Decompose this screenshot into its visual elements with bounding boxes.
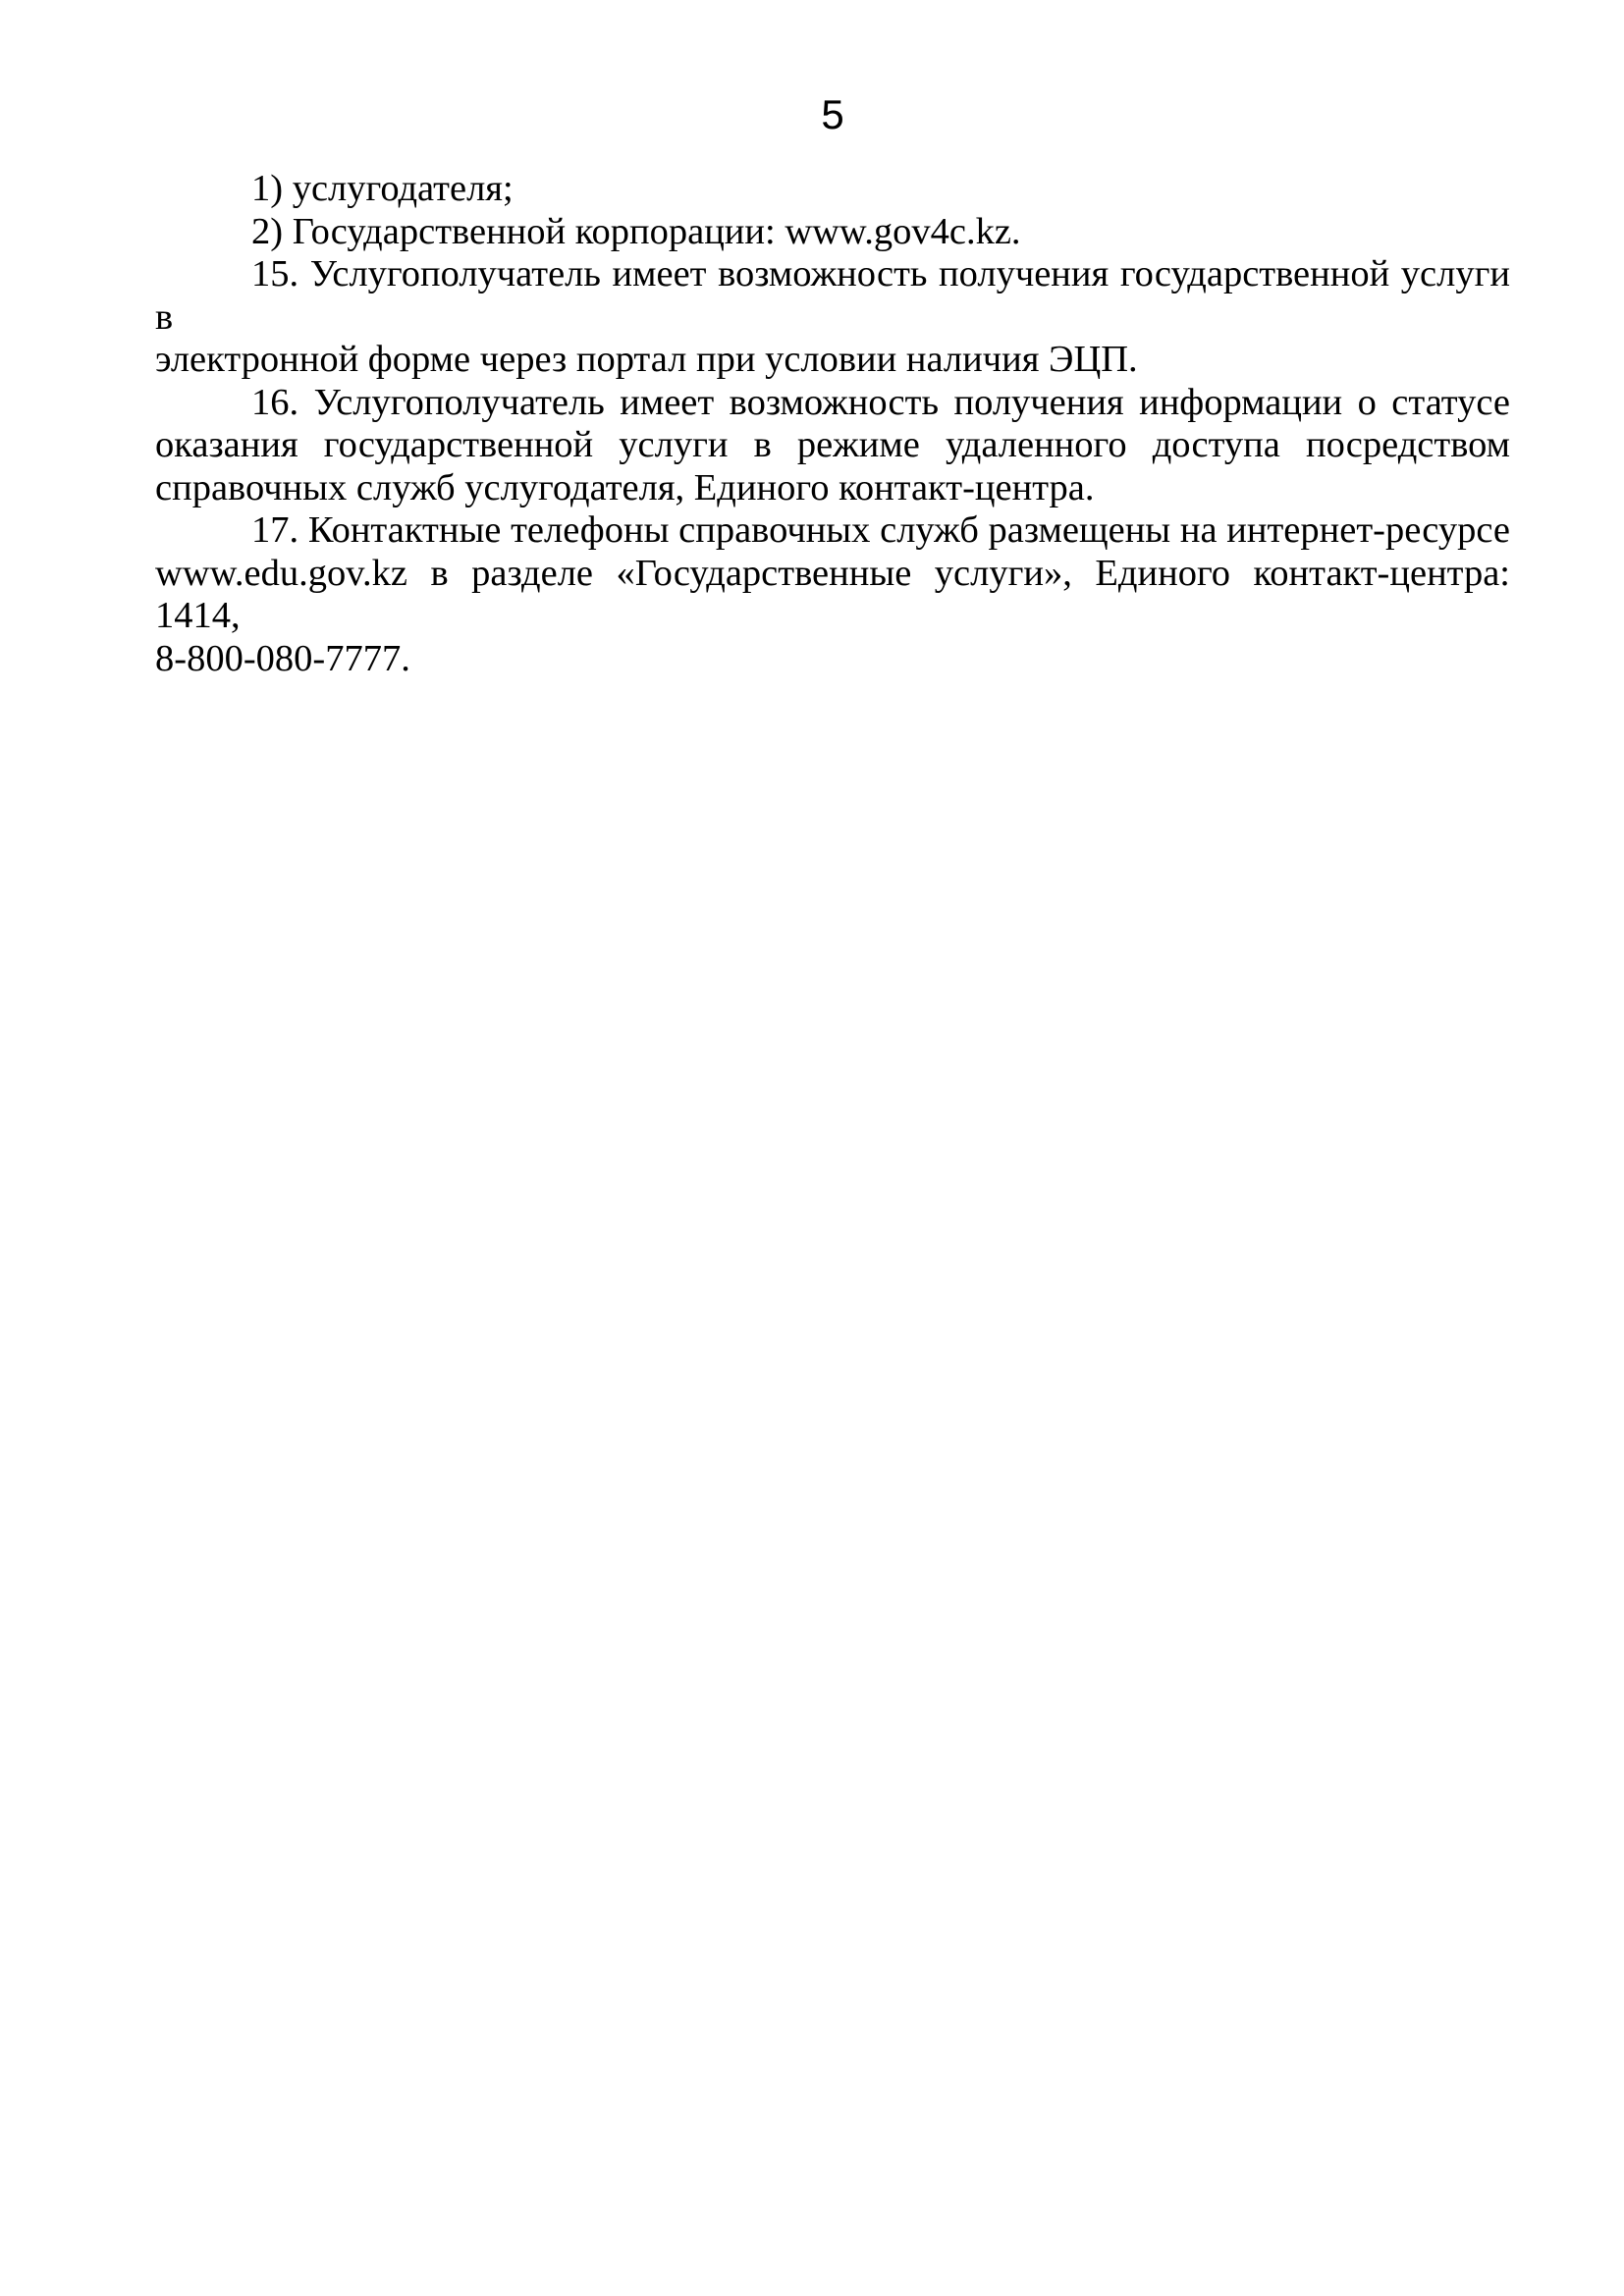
paragraph-17-line-1: 17. Контактные телефоны справочных служб размещены на интернет-ресурсе [251, 509, 1510, 551]
paragraph-16-line-1: 16. Услугополучатель имеет возможность получения информации о статусе [251, 381, 1510, 423]
document-body [155, 168, 1510, 680]
paragraph-15-line-2: электронной форме через портал при условии наличия ЭЦП. [155, 339, 1138, 380]
paragraph-15-line-1: 15. Услугополучатель имеет возможность получения государственной услуги в [155, 253, 1510, 338]
paragraph-17-line-3: 8-800-080-7777. [155, 637, 410, 679]
list-item-1: 1) услугодателя; [251, 168, 514, 209]
paragraph-16-line-3: справочных служб услугодателя, Единого контакт-центра. [155, 466, 1095, 508]
page-number: 5 [821, 91, 844, 137]
paragraph-16-line-2: оказания государственной услуги в режиме удаленного доступа посредством [155, 424, 1510, 465]
list-item-2: 2) Государственной корпорации: www.gov4c.kz. [251, 210, 1021, 252]
paragraph-17-line-2: www.edu.gov.kz в разделе «Государственные услуги», Единого контакт-центра: 1414, [155, 552, 1510, 636]
